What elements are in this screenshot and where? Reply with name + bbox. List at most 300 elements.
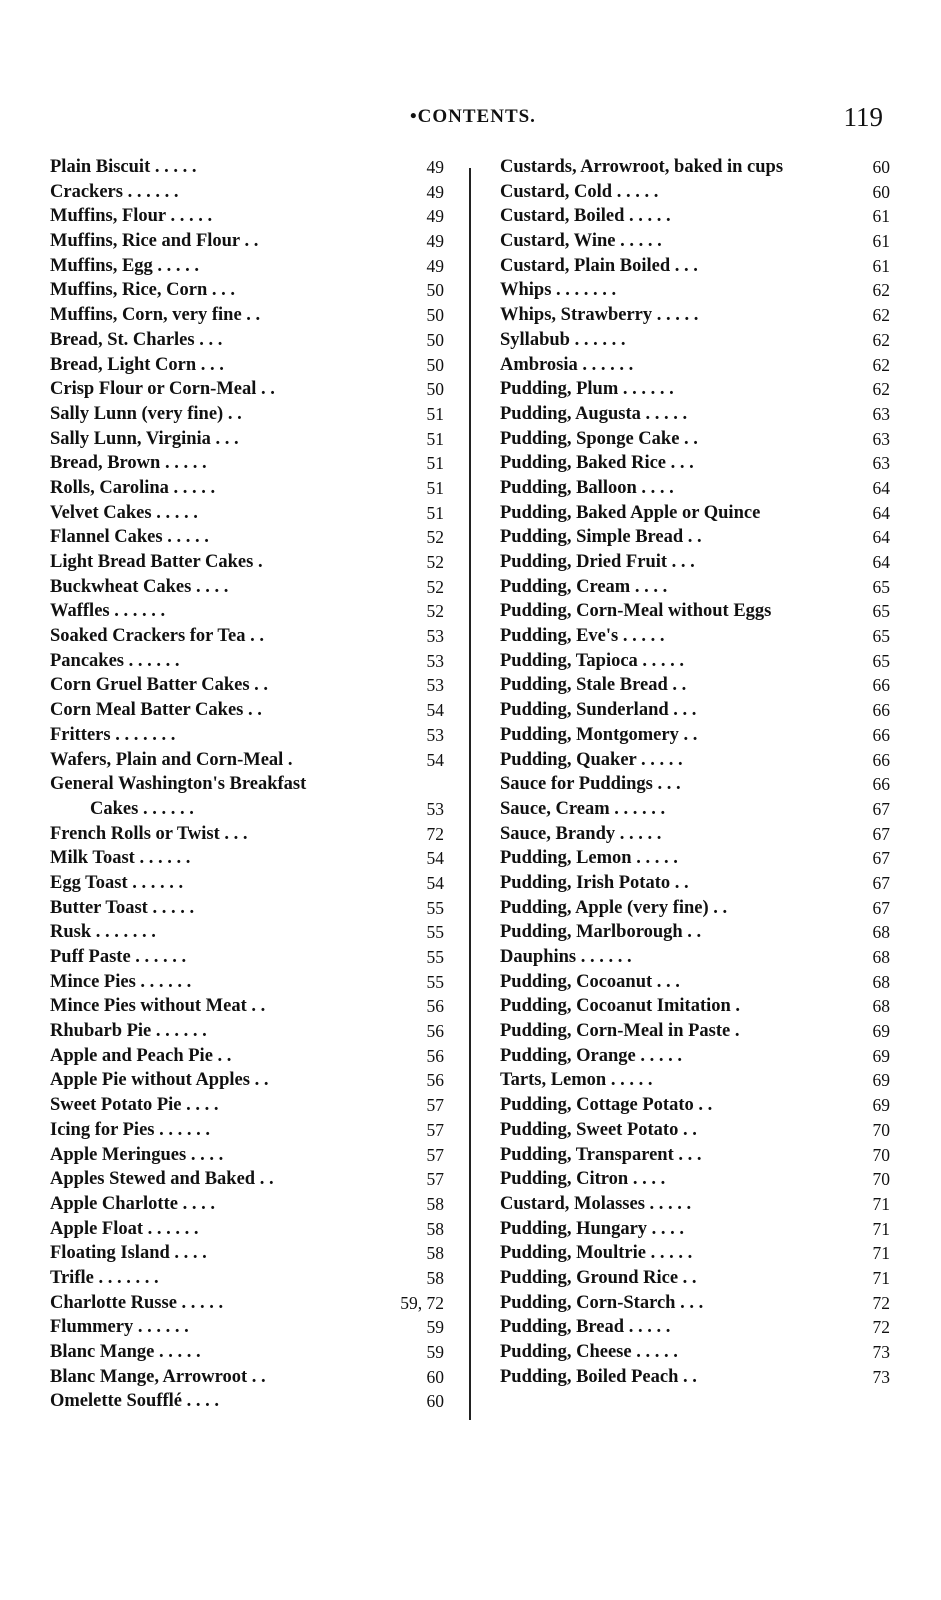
- entry-page-number: 62: [872, 280, 890, 301]
- leader-dots: . .: [247, 1366, 266, 1387]
- entry-page-number: 70: [872, 1119, 890, 1140]
- contents-entry: [500, 1217, 890, 1242]
- entry-page-number: 67: [872, 823, 890, 844]
- entry-page-number: 66: [872, 749, 890, 770]
- leader-dots: . . . . .: [168, 477, 216, 498]
- entry-label: [500, 1167, 665, 1192]
- entry-label: [500, 525, 702, 550]
- entry-label: [500, 945, 632, 970]
- entry-label: [50, 328, 222, 353]
- entry-label: [500, 1118, 697, 1143]
- leader-dots: . . . . . .: [127, 872, 184, 893]
- entry-title: Pudding, Corn-Meal without Eggs: [500, 601, 772, 622]
- entry-title: Muffins, Corn, very fine: [50, 305, 242, 326]
- leader-dots: . . . . .: [151, 502, 198, 523]
- entry-label: [500, 1068, 652, 1093]
- leader-dots: . . . .: [182, 1391, 220, 1412]
- entry-label: [50, 1019, 207, 1044]
- entry-label: [500, 994, 740, 1019]
- entry-page-number: 55: [426, 947, 444, 967]
- entry-page-number: 72: [872, 1292, 890, 1313]
- contents-entry: [50, 649, 444, 674]
- entry-label: [500, 673, 686, 698]
- leader-dots: . . . . .: [644, 1193, 692, 1214]
- entry-label: [500, 871, 689, 896]
- leader-dots: . . . . . .: [138, 798, 194, 819]
- entry-page-number: 64: [872, 477, 890, 498]
- contents-entry: [50, 1291, 444, 1316]
- entry-label: [500, 451, 694, 476]
- entry-page-number: 50: [426, 305, 444, 326]
- entry-label: [50, 550, 263, 575]
- entry-title: Pudding, Eve's: [500, 626, 619, 647]
- entry-title: Sally Lunn, Virginia: [50, 428, 211, 449]
- leader-dots: . .: [678, 1267, 697, 1288]
- entry-page-number: 53: [426, 675, 444, 696]
- entry-title: Pudding, Sponge Cake: [500, 428, 680, 449]
- contents-entry: [500, 254, 890, 279]
- entry-page-number: 53: [426, 626, 444, 647]
- contents-entry: [50, 1167, 444, 1192]
- entry-label: [50, 501, 198, 526]
- leader-dots: . . . . . .: [143, 1218, 199, 1239]
- entry-label: [50, 451, 207, 476]
- entry-page-number: 56: [426, 1045, 444, 1066]
- entry-page-number: 52: [426, 527, 444, 548]
- entry-label: [50, 155, 196, 180]
- entry-page-number: 57: [426, 1144, 444, 1165]
- entry-title: Soaked Crackers for Tea: [50, 626, 246, 647]
- entry-page-number: 52: [426, 576, 444, 597]
- entry-title: Custard, Plain Boiled: [500, 255, 671, 276]
- entry-label: [50, 1192, 215, 1217]
- entry-title: Pudding, Moultrie: [500, 1243, 646, 1264]
- entry-title: Mince Pies without Meat: [50, 996, 247, 1017]
- entry-page-number: 56: [426, 1070, 444, 1091]
- leader-dots: . . . . . . .: [110, 724, 176, 745]
- leader-dots: . .: [241, 305, 261, 326]
- contents-entry: [500, 1241, 890, 1266]
- entry-label: [500, 822, 661, 847]
- contents-entry: [50, 1192, 444, 1217]
- entry-title: Ambrosia: [500, 354, 578, 375]
- entry-label: [50, 204, 212, 229]
- entry-label: [50, 1389, 219, 1414]
- leader-dots: . .: [212, 1045, 232, 1066]
- entry-label: [50, 1167, 274, 1192]
- entry-title: Light Bread Batter Cakes: [50, 552, 254, 572]
- entry-label: [500, 1291, 703, 1316]
- entry-label: [50, 575, 228, 600]
- entry-page-number: 66: [872, 774, 890, 795]
- entry-label: [500, 896, 727, 921]
- entry-title: Cakes: [90, 798, 139, 819]
- entry-page-number: 55: [426, 922, 444, 943]
- entry-title: Pudding, Stale Bread: [500, 675, 668, 696]
- leader-dots: . . .: [207, 280, 235, 301]
- contents-entry: [50, 896, 444, 921]
- entry-label: [500, 1266, 697, 1291]
- entry-title: Apple Charlotte: [50, 1193, 178, 1214]
- contents-entry: [500, 575, 890, 600]
- entry-page-number: 60: [426, 1391, 444, 1412]
- contents-entry: [50, 155, 444, 180]
- entry-title: Pudding, Baked Rice: [500, 453, 667, 474]
- entry-title: Muffins, Egg: [50, 255, 153, 276]
- entry-label: [500, 229, 662, 254]
- entry-title: Corn Gruel Batter Cakes: [50, 675, 250, 696]
- entry-label: [50, 278, 235, 303]
- contents-entry: [500, 1340, 890, 1365]
- entry-title: Pudding, Citron: [500, 1169, 629, 1190]
- entry-title: Dauphins: [500, 947, 577, 967]
- entry-page-number: 51: [426, 477, 444, 498]
- entry-title: Omelette Soufflé: [50, 1391, 183, 1412]
- contents-entry: [500, 772, 890, 797]
- entry-title: Velvet Cakes: [50, 502, 152, 523]
- entry-title: Pudding, Tapioca: [500, 650, 638, 671]
- leader-dots: .: [283, 749, 293, 770]
- entry-label: [500, 698, 696, 723]
- entry-page-number: 49: [426, 157, 444, 177]
- leader-dots: . . . . . .: [151, 1021, 207, 1042]
- column-divider: [469, 168, 471, 1420]
- contents-entry: [50, 822, 444, 847]
- contents-entry: [500, 970, 890, 995]
- entry-page-number: 53: [426, 724, 444, 745]
- contents-entry: [50, 377, 444, 402]
- leader-dots: . . . . . . .: [93, 1267, 159, 1288]
- entry-page-number: 67: [872, 872, 890, 893]
- entry-page-number: 61: [872, 231, 890, 252]
- leader-dots: . . . . . .: [109, 601, 166, 622]
- contents-entry: [50, 1315, 444, 1340]
- page-number: 119: [843, 102, 883, 132]
- leader-dots: . .: [249, 1070, 269, 1091]
- entry-page-number: 69: [872, 1070, 890, 1091]
- leader-dots: . . . . .: [606, 1070, 653, 1091]
- entry-page-number: 60: [872, 157, 890, 177]
- entry-title: Sauce for Puddings: [500, 774, 653, 795]
- entry-page-number: 71: [872, 1193, 890, 1214]
- contents-entry: [50, 624, 444, 649]
- leader-dots: .: [253, 552, 263, 572]
- leader-dots: . . . .: [186, 1144, 224, 1165]
- entry-page-number: 61: [872, 255, 890, 276]
- leader-dots: . . . . .: [152, 255, 200, 276]
- entry-page-number: 59, 72: [400, 1292, 444, 1313]
- entry-page-number: 51: [426, 502, 444, 523]
- entry-label: [500, 254, 698, 279]
- contents-entry: [50, 427, 444, 452]
- contents-entry: [500, 550, 890, 575]
- leader-dots: . .: [693, 1095, 713, 1116]
- leader-dots: . . . . . .: [122, 181, 179, 202]
- entry-label: [50, 748, 293, 773]
- entry-label: [500, 797, 665, 822]
- entry-title: Pudding, Apple (very fine): [500, 897, 709, 918]
- contents-entry: [50, 303, 444, 328]
- entry-title: Bread, Brown: [50, 453, 161, 474]
- entry-label: [500, 624, 665, 649]
- contents-entry: [500, 501, 890, 526]
- contents-entry: [50, 1118, 444, 1143]
- leader-dots: . .: [708, 897, 728, 918]
- entry-label: [50, 649, 180, 674]
- entry-label: [500, 204, 671, 229]
- contents-entry: [50, 945, 444, 970]
- entry-label: [500, 353, 633, 378]
- entry-title: Custards, Arrowroot, baked in cups: [500, 157, 784, 177]
- contents-entry: [500, 1192, 890, 1217]
- leader-dots: . . . . .: [615, 823, 662, 844]
- entry-page-number: 65: [872, 650, 890, 671]
- entry-page-number: 69: [872, 1095, 890, 1116]
- leader-dots: . .: [667, 675, 687, 696]
- entry-label: [50, 1291, 223, 1316]
- contents-entry: [50, 1143, 444, 1168]
- leader-dots: . . . . . .: [133, 1317, 189, 1338]
- entry-title: Muffins, Rice and Flour: [50, 231, 240, 252]
- running-title: •CONTENTS.: [410, 106, 536, 127]
- leader-dots: .: [730, 996, 741, 1017]
- contents-entry: [50, 772, 444, 797]
- leader-dots: . . . . . .: [134, 848, 191, 869]
- entry-page-number: 65: [872, 576, 890, 597]
- leader-dots: . . . .: [177, 1193, 215, 1214]
- entry-page-number: 66: [872, 675, 890, 696]
- contents-entry: [50, 1093, 444, 1118]
- leader-dots: . . . . . .: [569, 329, 626, 350]
- contents-entry: [50, 698, 444, 723]
- entry-page-number: 52: [426, 601, 444, 622]
- entry-label: [50, 1266, 159, 1291]
- contents-entry: [50, 994, 444, 1019]
- contents-entry: [500, 599, 890, 624]
- entry-title: Sauce, Cream: [500, 798, 610, 819]
- entry-title: Pancakes: [50, 650, 124, 671]
- leader-dots: . . . . . .: [124, 650, 180, 671]
- entry-title: Whips, Strawberry: [500, 305, 653, 326]
- entry-title: Trifle: [50, 1267, 94, 1288]
- entry-title: Whips: [500, 280, 552, 301]
- entry-page-number: 64: [872, 527, 890, 548]
- leader-dots: . . . . .: [147, 897, 195, 918]
- leader-dots: . . .: [675, 1292, 704, 1313]
- leader-dots: . . . . . . .: [91, 922, 156, 943]
- contents-entry: [50, 1044, 444, 1069]
- entry-page-number: 67: [872, 848, 890, 869]
- entry-label: [50, 427, 239, 452]
- entry-page-number: 62: [872, 379, 890, 400]
- contents-entry: [50, 748, 444, 773]
- entry-label: [50, 402, 242, 427]
- entry-page-number: 66: [872, 724, 890, 745]
- leader-dots: . . . . . .: [618, 379, 674, 400]
- contents-entry: [500, 649, 890, 674]
- entry-title: Apple Meringues: [50, 1144, 187, 1165]
- leader-dots: . .: [246, 996, 266, 1017]
- entry-page-number: 54: [426, 749, 444, 770]
- contents-entry: [50, 1241, 444, 1266]
- entry-label: [50, 1068, 268, 1093]
- contents-entry: [50, 476, 444, 501]
- entry-page-number: 63: [872, 453, 890, 474]
- entry-page-number: 53: [426, 650, 444, 671]
- contents-entry: [50, 254, 444, 279]
- leader-dots: . . .: [194, 329, 223, 350]
- entry-page-number: 65: [872, 601, 890, 622]
- entry-page-number: 59: [426, 1342, 444, 1362]
- contents-column-left: [50, 155, 444, 1414]
- entry-page-number: 50: [426, 329, 444, 350]
- contents-entry: [50, 970, 444, 995]
- entry-label: [50, 1044, 231, 1069]
- leader-dots: . .: [249, 675, 269, 696]
- entry-title: Muffins, Rice, Corn: [50, 280, 208, 301]
- contents-entry: [500, 822, 890, 847]
- entry-title: Corn Meal Batter Cakes: [50, 700, 244, 721]
- entry-label: [50, 1241, 207, 1266]
- entry-page-number: 68: [872, 971, 890, 992]
- contents-entry: [500, 204, 890, 229]
- contents-entry: [500, 920, 890, 945]
- entry-title: Pudding, Quaker: [500, 749, 637, 770]
- leader-dots: . . . .: [169, 1243, 207, 1264]
- leader-dots: . . . . . .: [576, 947, 632, 967]
- entry-label: [500, 846, 678, 871]
- entry-page-number: 68: [872, 947, 890, 967]
- entry-label: [50, 896, 194, 921]
- contents-entry: [50, 451, 444, 476]
- entry-page-number: 55: [426, 971, 444, 992]
- contents-entry: [500, 1044, 890, 1069]
- leader-dots: . . . . .: [618, 626, 665, 647]
- entry-page-number: 63: [872, 428, 890, 449]
- contents-entry: [500, 748, 890, 773]
- entry-page-number: 64: [872, 552, 890, 572]
- entry-page-number: 54: [426, 700, 444, 721]
- page-header: [0, 102, 941, 138]
- entry-title: Crisp Flour or Corn-Meal: [50, 379, 257, 400]
- entry-title: Butter Toast: [50, 897, 148, 918]
- contents-entry: [500, 303, 890, 328]
- entry-label: [50, 599, 165, 624]
- entry-page-number: 51: [426, 453, 444, 474]
- entry-label: [50, 945, 186, 970]
- entry-label: [500, 278, 616, 303]
- entry-title: Pudding, Montgomery: [500, 724, 679, 745]
- entry-title: Pudding, Ground Rice: [500, 1267, 679, 1288]
- contents-entry: [50, 402, 444, 427]
- entry-page-number: 49: [426, 231, 444, 252]
- entry-label: [50, 1093, 219, 1118]
- entry-label: [50, 1217, 199, 1242]
- leader-dots: . . .: [667, 552, 695, 572]
- entry-label: [50, 229, 258, 254]
- entry-title: Apple and Peach Pie: [50, 1045, 213, 1066]
- entry-title: Pudding, Cocoanut: [500, 971, 653, 992]
- entry-label: [500, 1217, 684, 1242]
- entry-title: Pudding, Cottage Potato: [500, 1095, 694, 1116]
- entry-title: Pudding, Plum: [500, 379, 619, 400]
- leader-dots: . . . . .: [624, 1317, 671, 1338]
- entry-title: Pudding, Cheese: [500, 1342, 632, 1362]
- entry-page-number: 72: [426, 823, 444, 844]
- leader-dots: . . . . .: [640, 403, 688, 424]
- entry-title: Rusk: [50, 922, 92, 943]
- entry-label: [50, 970, 191, 995]
- entry-label: [50, 920, 156, 945]
- leader-dots: . . .: [210, 428, 239, 449]
- entry-title: Mince Pies: [50, 971, 136, 992]
- entry-title: Blanc Mange, Arrowroot: [50, 1366, 248, 1387]
- entry-title: Pudding, Bread: [500, 1317, 625, 1338]
- entry-title: Pudding, Augusta: [500, 403, 641, 424]
- contents-entry: [500, 1266, 890, 1291]
- entry-page-number: 58: [426, 1267, 444, 1288]
- leader-dots: . .: [255, 1169, 274, 1190]
- entry-title: Blanc Mange: [50, 1342, 155, 1362]
- entry-page-number: 64: [872, 502, 890, 523]
- leader-dots: . . . . .: [637, 650, 685, 671]
- leader-dots: . . .: [673, 1144, 702, 1165]
- contents-entry: [500, 871, 890, 896]
- contents-entry: [500, 1143, 890, 1168]
- contents-entry: [50, 575, 444, 600]
- entry-label: [50, 1365, 266, 1390]
- leader-dots: . .: [256, 379, 275, 400]
- contents-entry: [50, 180, 444, 205]
- entry-page-number: 71: [872, 1243, 890, 1264]
- entry-title: Tarts, Lemon: [500, 1070, 607, 1091]
- entry-title: Syllabub: [500, 329, 570, 350]
- entry-title: Pudding, Orange: [500, 1045, 636, 1066]
- leader-dots: . . . . .: [615, 231, 662, 252]
- entry-label: [500, 599, 771, 624]
- entry-label: [50, 994, 265, 1019]
- leader-dots: . . . . .: [652, 305, 699, 326]
- entry-label: [50, 624, 264, 649]
- entry-title: Custard, Molasses: [500, 1193, 645, 1214]
- entry-title: Pudding, Dried Fruit: [500, 552, 668, 572]
- entry-title: Pudding, Sweet Potato: [500, 1119, 679, 1140]
- contents-entry: [50, 1068, 444, 1093]
- entry-page-number: 73: [872, 1366, 890, 1387]
- entry-label: [500, 1143, 702, 1168]
- entry-page-number: 69: [872, 1045, 890, 1066]
- contents-entry: [50, 797, 444, 822]
- contents-entry: [50, 1019, 444, 1044]
- entry-page-number: 57: [426, 1119, 444, 1140]
- leader-dots: . . . . .: [150, 157, 197, 177]
- leader-dots: . . . . .: [635, 1045, 682, 1066]
- entry-page-number: 70: [872, 1144, 890, 1165]
- contents-entry: [500, 1365, 890, 1390]
- entry-title: Wafers, Plain and Corn-Meal: [50, 749, 284, 770]
- leader-dots: . . .: [219, 823, 248, 844]
- leader-dots: . . .: [668, 700, 697, 721]
- entry-title: General Washington's Breakfast: [50, 774, 307, 795]
- leader-dots: . . . . . .: [154, 1119, 210, 1140]
- leader-dots: . . . . .: [631, 848, 678, 869]
- entry-title: Pudding, Boiled Peach: [500, 1366, 679, 1387]
- contents-entry: [500, 525, 890, 550]
- leader-dots: . .: [239, 231, 259, 252]
- entry-page-number: 62: [872, 354, 890, 375]
- entry-page-number: 53: [426, 798, 444, 819]
- entry-title: Pudding, Simple Bread: [500, 527, 684, 548]
